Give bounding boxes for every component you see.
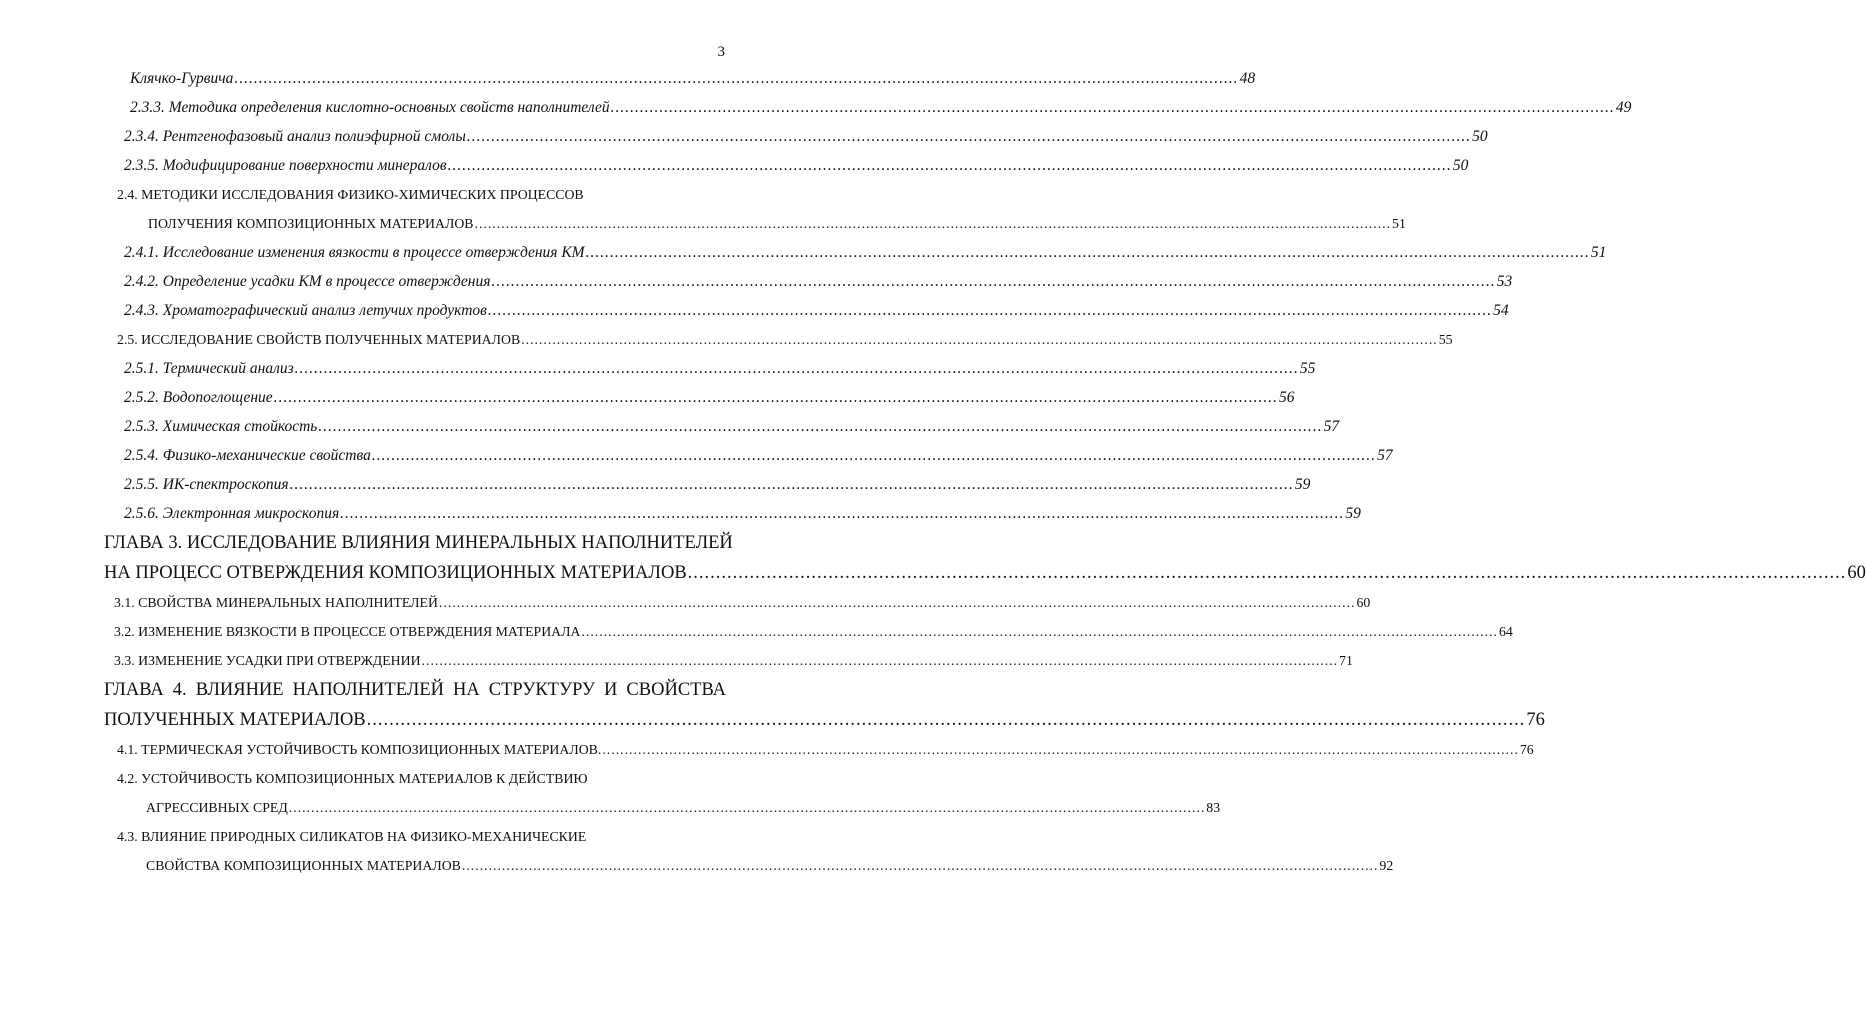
- toc-entry-title: 2.5.4. Физико-механические свойства: [124, 447, 371, 464]
- chapter-heading-continued[interactable]: [0, 558, 1866, 588]
- toc-entry-page: 76: [1519, 742, 1534, 757]
- dot-leader: [467, 122, 1471, 151]
- dot-leader: [372, 441, 1376, 470]
- dot-leader: [581, 617, 1498, 646]
- dot-leader: [488, 296, 1492, 325]
- dot-leader: [602, 735, 1519, 764]
- toc-entry-page: 60: [1356, 595, 1371, 610]
- dot-leader: [439, 588, 1356, 617]
- toc-entry[interactable]: [0, 646, 1353, 675]
- dot-leader: [274, 383, 1278, 412]
- toc-entry-title: ПОЛУЧЕНИЯ КОМПОЗИЦИОННЫХ МАТЕРИАЛОВ: [148, 216, 474, 231]
- toc-entry-page: 57: [1323, 418, 1340, 435]
- toc-entry[interactable]: [0, 822, 726, 851]
- toc-entry[interactable]: [0, 122, 1488, 151]
- toc-entry[interactable]: [0, 93, 1632, 122]
- toc-entry-title: 3.1. СВОЙСТВА МИНЕРАЛЬНЫХ НАПОЛНИТЕЛЕЙ: [114, 595, 438, 610]
- toc-entry-title: СВОЙСТВА КОМПОЗИЦИОННЫХ МАТЕРИАЛОВ: [146, 858, 461, 873]
- chapter-heading[interactable]: [0, 528, 733, 558]
- toc-entry-title: 2.4. МЕТОДИКИ ИССЛЕДОВАНИЯ ФИЗИКО-ХИМИЧЕСКИХ ПРОЦЕССОВ: [117, 187, 584, 202]
- toc-entry-page: 55: [1299, 360, 1316, 377]
- toc-entry-title: 2.4.2. Определение усадки КМ в процессе отверждения: [124, 273, 491, 290]
- toc-entry[interactable]: [0, 325, 1453, 354]
- chapter-title: ГЛАВА 3. ИССЛЕДОВАНИЕ ВЛИЯНИЯ МИНЕРАЛЬНЫХ НАПОЛНИТЕЛЕЙ: [104, 533, 733, 553]
- toc-entry[interactable]: [0, 151, 1469, 180]
- chapter-title: ПОЛУЧЕННЫХ МАТЕРИАЛОВ: [104, 710, 366, 730]
- dot-leader: [586, 238, 1590, 267]
- toc-entry-title: 4.3. ВЛИЯНИЕ ПРИРОДНЫХ СИЛИКАТОВ НА ФИЗИКО-МЕХАНИЧЕСКИЕ: [117, 829, 587, 844]
- toc-entry[interactable]: [0, 64, 1256, 93]
- toc-entry-title: 2.5.1. Термический анализ: [124, 360, 294, 377]
- toc-entry[interactable]: [0, 735, 1534, 764]
- toc-entry-title: 2.5.5. ИК-спектроскопия: [124, 476, 289, 493]
- dot-leader: [422, 646, 1339, 675]
- toc-entry-title: 4.2. УСТОЙЧИВОСТЬ КОМПОЗИЦИОННЫХ МАТЕРИАЛОВ К ДЕЙСТВИЮ: [117, 771, 588, 786]
- toc-entry[interactable]: [0, 267, 1513, 296]
- toc-entry[interactable]: [0, 470, 1311, 499]
- toc-entry-page: 50: [1472, 128, 1488, 145]
- chapter-title: НА ПРОЦЕСС ОТВЕРЖДЕНИЯ КОМПОЗИЦИОННЫХ МАТЕРИАЛОВ: [104, 563, 687, 583]
- chapter-heading-continued[interactable]: [0, 705, 1545, 735]
- chapter-heading[interactable]: [0, 675, 726, 705]
- toc-entry-page: 57: [1377, 447, 1393, 464]
- page-number: 3: [717, 44, 725, 60]
- dot-leader: [295, 354, 1299, 383]
- toc-entry-title: АГРЕССИВНЫХ СРЕД: [146, 800, 288, 815]
- toc-entry-page: 56: [1278, 389, 1295, 406]
- toc-entry[interactable]: [0, 383, 1295, 412]
- toc-entry-page: 50: [1452, 157, 1469, 174]
- toc-entry[interactable]: [0, 412, 1340, 441]
- dot-leader: [475, 209, 1392, 238]
- dot-leader: [289, 793, 1206, 822]
- toc-entry-title: 2.3.3. Методика определения кислотно-основных свойств наполнителей: [130, 99, 610, 116]
- dot-leader: [318, 412, 1322, 441]
- chapter-title: ГЛАВА 4. ВЛИЯНИЕ НАПОЛНИТЕЛЕЙ НА СТРУКТУРУ И СВОЙСТВА: [104, 680, 726, 700]
- toc-entry-page: 51: [1590, 244, 1607, 261]
- toc-entry-page: 59: [1345, 505, 1361, 522]
- toc-entry-page: 49: [1615, 99, 1632, 116]
- dot-leader: [340, 499, 1344, 528]
- toc-entry[interactable]: [0, 617, 1513, 646]
- toc-entry-title: 2.4.1. Исследование изменения вязкости в процессе отверждения КМ: [124, 244, 585, 261]
- toc-entry[interactable]: [0, 441, 1393, 470]
- toc-entry-page: 53: [1496, 273, 1513, 290]
- toc-entry-page: 59: [1294, 476, 1311, 493]
- toc-entry-page: 55: [1438, 332, 1453, 347]
- toc-entry[interactable]: [0, 238, 1607, 267]
- toc-entry-title: 2.5. ИССЛЕДОВАНИЕ СВОЙСТВ ПОЛУЧЕННЫХ МАТЕРИАЛОВ: [117, 332, 521, 347]
- toc-entry-title: Клячко-Гурвича: [130, 70, 234, 87]
- toc-entry-page: 54: [1493, 302, 1509, 319]
- toc-entry-page: 76: [1526, 710, 1545, 730]
- dot-leader: [521, 325, 1438, 354]
- toc-entry-page: 64: [1499, 624, 1513, 639]
- dot-leader: [367, 705, 1526, 735]
- toc-entry[interactable]: [0, 296, 1509, 325]
- dot-leader: [491, 267, 1495, 296]
- toc-entry[interactable]: [0, 588, 1371, 617]
- toc-entry-page: 51: [1392, 216, 1406, 231]
- toc-entry[interactable]: [0, 499, 1361, 528]
- dot-leader: [688, 558, 1847, 588]
- toc-entry[interactable]: [0, 354, 1316, 383]
- toc-entry-continued[interactable]: [0, 209, 1406, 238]
- toc-entry-title: 2.5.2. Водопоглощение: [124, 389, 273, 406]
- toc-entry[interactable]: [0, 764, 726, 793]
- toc-entry-page: 92: [1379, 858, 1394, 873]
- toc-entry-title: 2.3.5. Модифицирование поверхности минералов: [124, 157, 447, 174]
- table-of-contents: [0, 64, 1866, 880]
- toc-entry-title: 2.4.3. Хроматографический анализ летучих продуктов: [124, 302, 487, 319]
- toc-entry-continued[interactable]: [0, 851, 1394, 880]
- dot-leader: [448, 151, 1452, 180]
- dot-leader: [611, 93, 1615, 122]
- toc-entry-page: 71: [1339, 653, 1353, 668]
- toc-entry-title: 2.5.6. Электронная микроскопия: [124, 505, 340, 522]
- toc-entry-continued[interactable]: [0, 793, 1221, 822]
- toc-entry-title: 2.3.4. Рентгенофазовый анализ полиэфирной смолы: [124, 128, 466, 145]
- toc-entry-page: 60: [1847, 563, 1866, 583]
- toc-entry-title: 2.5.3. Химическая стойкость: [124, 418, 318, 435]
- toc-entry[interactable]: [0, 180, 726, 209]
- dot-leader: [290, 470, 1294, 499]
- toc-entry-title: 3.2. ИЗМЕНЕНИЕ ВЯЗКОСТИ В ПРОЦЕССЕ ОТВЕРЖДЕНИЯ МАТЕРИАЛА: [114, 624, 581, 639]
- toc-entry-title: 3.3. ИЗМЕНЕНИЕ УСАДКИ ПРИ ОТВЕРЖДЕНИИ: [114, 653, 421, 668]
- dot-leader: [234, 64, 1238, 93]
- dot-leader: [462, 851, 1379, 880]
- toc-entry-page: 48: [1239, 70, 1256, 87]
- toc-entry-title: 4.1. ТЕРМИЧЕСКАЯ УСТОЙЧИВОСТЬ КОМПОЗИЦИОННЫХ МАТЕРИАЛОВ.: [117, 742, 602, 757]
- toc-entry-page: 83: [1206, 800, 1221, 815]
